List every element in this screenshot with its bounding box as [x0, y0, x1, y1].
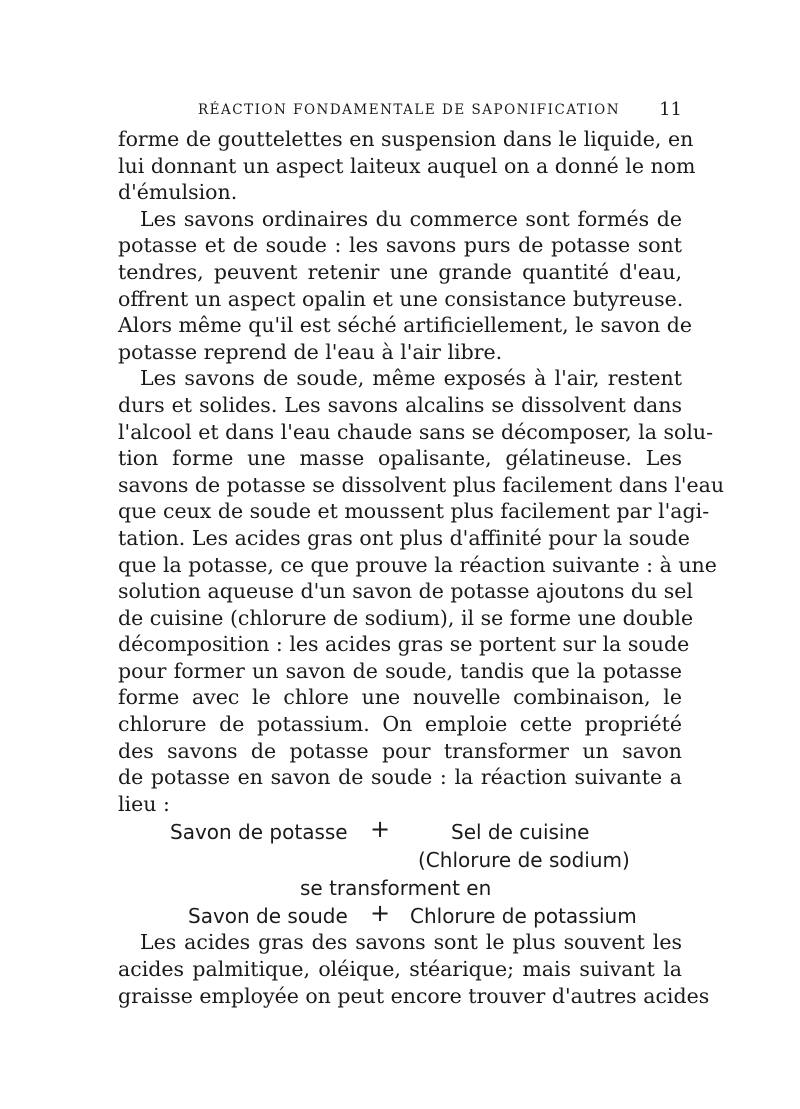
text-line: forme avec le chlore une nouvelle combinaison, le: [118, 685, 682, 710]
text-line: Alors même qu'il est séché artificiellement, le savon de: [118, 313, 692, 338]
text-line: de cuisine (chlorure de sodium), il se forme une double: [118, 605, 694, 630]
equation-row-note: [118, 845, 682, 873]
text-line: Les savons ordinaires du commerce sont formés de: [140, 206, 682, 231]
page-number: 11: [659, 99, 682, 120]
text-line: solution aqueuse d'un savon de potasse ajoutons du sel: [118, 579, 693, 604]
text-line: forme de gouttelettes en suspension dans le liquide, en: [118, 127, 694, 151]
equation-reactant-1: Savon de potasse: [170, 820, 348, 845]
text-line: durs et solides. Les savons alcalins se dissolvent dans: [118, 392, 682, 417]
equation-transform-text: se transforment en: [300, 876, 492, 901]
equation-reactant-2: Sel de cuisine: [451, 820, 590, 845]
text-line: acides palmitique, oléique, stéarique; mais suivant la: [118, 957, 682, 982]
text-line: que la potasse, ce que prouve la réaction suivante : à une: [118, 552, 717, 577]
text-line: que ceux de soude et moussent plus facilement par l'agi-: [118, 499, 710, 524]
text-line: de potasse en savon de soude : la réaction suivante a: [118, 765, 682, 790]
equation-row-transform: [118, 873, 682, 901]
running-title: RÉACTION FONDAMENTALE DE SAPONIFICATION: [198, 102, 621, 118]
equation-row-products: [118, 901, 682, 929]
text-line: Les savons de soude, même exposés à l'air, restent: [140, 366, 682, 391]
text-line: d'émulsion.: [118, 180, 238, 205]
text-line: lieu :: [118, 791, 170, 816]
text-line: décomposition : les acides gras se portent sur la soude: [118, 632, 690, 657]
text-line: l'alcool et dans l'eau chaude sans se décomposer, la solu-: [118, 419, 714, 444]
text-line: des savons de potasse pour transformer un savon: [118, 738, 682, 763]
body-text: [118, 126, 725, 1009]
text-line: tendres, peuvent retenir une grande quantité d'eau,: [118, 259, 682, 284]
equation-product-2: Chlorure de potassium: [410, 904, 637, 929]
equation-plus-sign: +: [370, 899, 391, 928]
text-line: tation. Les acides gras ont plus d'affinité pour la soude: [118, 525, 690, 550]
equation-plus-sign: +: [370, 815, 391, 844]
text-line: lui donnant un aspect laiteux auquel on a donné le nom: [118, 153, 696, 178]
text-line: offrent un aspect opalin et une consistance butyreuse.: [118, 286, 684, 311]
text-line: tion forme une masse opalisante, gélatineuse. Les: [118, 446, 682, 471]
equation-product-1: Savon de soude: [188, 904, 348, 929]
text-line: Les acides gras des savons sont le plus souvent les: [140, 930, 682, 955]
text-line: chlorure de potassium. On emploie cette propriété: [118, 712, 682, 737]
text-line: pour former un savon de soude, tandis que la potasse: [118, 658, 682, 683]
text-line: graisse employée on peut encore trouver d'autres acides: [118, 983, 710, 1008]
text-line: potasse et de soude : les savons purs de potasse sont: [118, 233, 682, 258]
text-line: potasse reprend de l'eau à l'air libre.: [118, 339, 503, 364]
text-line: savons de potasse se dissolvent plus facilement dans l'eau: [118, 472, 725, 497]
equation-reactant-2-note: (Chlorure de sodium): [418, 848, 630, 873]
equation-row-reactants: [118, 817, 682, 845]
